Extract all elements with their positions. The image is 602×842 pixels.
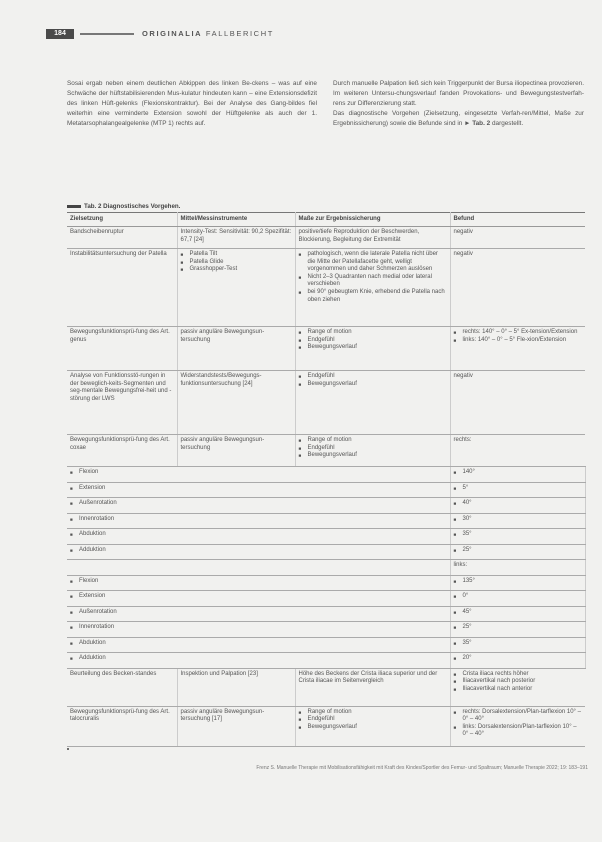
table-cell: Widerstandstests/Bewegungs-funktionsuntersuchung [24] <box>177 371 295 435</box>
page-header <box>30 29 580 41</box>
list-item: ■ Range of motion <box>299 437 447 445</box>
motion-row <box>67 653 585 669</box>
table-cell <box>67 529 450 545</box>
list-item: ■ 5° <box>454 485 582 493</box>
list-item: ■ Flexion <box>70 578 447 586</box>
table-cell <box>450 482 585 498</box>
list-item: ■ Iliacavertikal nach anterior <box>454 686 583 694</box>
table-cell <box>177 249 295 327</box>
list-item: ■ Endgefühl <box>299 716 447 724</box>
column-header: Befund <box>450 213 585 227</box>
table-cell <box>67 606 450 622</box>
list-item: ■ Abduktion <box>70 531 447 539</box>
table-cell <box>295 435 450 467</box>
list-item: ■ 45° <box>454 609 582 617</box>
table-cell <box>67 637 450 653</box>
table-cell <box>67 482 450 498</box>
list-item: ■ bei 90° gebeugtem Knie, erhebend die Patella nach oben ziehen <box>299 289 447 304</box>
table-cell <box>450 706 585 746</box>
list-item: ■ Extension <box>70 485 447 493</box>
column-header: Mittel/Messinstrumente <box>177 213 295 227</box>
diagnostic-table <box>67 212 586 747</box>
table-cell <box>450 653 585 669</box>
table-cell: rechts: <box>450 435 585 467</box>
list-item: ■ 30° <box>454 516 582 524</box>
body-column-right <box>333 79 584 129</box>
table-cell: negativ <box>450 249 585 327</box>
table-cell: Instabilitätsuntersuchung der Patella <box>67 249 177 327</box>
table-reference-link[interactable]: ► Tab. 2 <box>464 120 491 127</box>
table-row <box>67 327 585 371</box>
table-cell: Intensity-Test: Sensitivität: 90,2 Spezifität: 67,7 [24] <box>177 227 295 249</box>
table-cell <box>450 513 585 529</box>
column-header: Zielsetzung <box>67 213 177 227</box>
motion-row <box>67 513 585 529</box>
motion-row <box>67 544 585 560</box>
list-item: ■ 135° <box>454 578 582 586</box>
table-row <box>67 227 585 249</box>
table-cell <box>450 606 585 622</box>
list-item: ■ 25° <box>454 624 582 632</box>
table-cell: passiv anguläre Bewegungsun-tersuchung <box>177 435 295 467</box>
table-cell <box>67 560 450 576</box>
table-cell <box>67 591 450 607</box>
motion-row <box>67 591 585 607</box>
list-item: ■ Bewegungsverlauf <box>299 724 447 732</box>
list-item: ■ Abduktion <box>70 640 447 648</box>
list-item: ■ Bewegungsverlauf <box>299 381 447 389</box>
text-run: Das diagnostische Vorgehen (Zielsetzung, eingesetzte Verfah-ren/Mittel, Maße zur Ergebnissicherung) sowie die Befunde sind in <box>333 110 584 127</box>
motion-row <box>67 529 585 545</box>
table-cell <box>67 513 450 529</box>
list-item: ■ 25° <box>454 547 582 555</box>
table-row <box>67 706 585 746</box>
body-column-left <box>67 79 317 129</box>
table-row <box>67 371 585 435</box>
table-cell <box>450 529 585 545</box>
table-cell: Höhe des Beckens der Crista iliaca superior und der Crista iliacae im Seitenvergleich <box>295 668 450 706</box>
table-cell: Bewegungsfunktionsprü-fung des Art. talocruralis <box>67 706 177 746</box>
list-item: ■ rechts: 140° – 0° – 5° Ex-tension/Extension <box>454 329 583 337</box>
list-item: ■ Patella Tilt <box>181 251 292 259</box>
page-number: 184 <box>46 29 74 39</box>
list-item: ■ Endgefühl <box>299 373 447 381</box>
table-cell <box>450 591 585 607</box>
list-item: ■ links: 140° – 0° – 5° Fle-xion/Extension <box>454 337 583 345</box>
motion-row <box>67 622 585 638</box>
list-item: ■ Adduktion <box>70 655 447 663</box>
table-cell: passiv anguläre Bewegungsun-tersuchung [17] <box>177 706 295 746</box>
table-cell <box>67 575 450 591</box>
motion-row <box>67 637 585 653</box>
table-cell: negativ <box>450 227 585 249</box>
list-item: ■ Endgefühl <box>299 445 447 453</box>
text-run: dargestellt. <box>490 120 524 127</box>
list-item: ■ Iliacavertikal nach posterior <box>454 678 583 686</box>
list-item: ■ Innenrotation <box>70 624 447 632</box>
table-cell <box>450 467 585 483</box>
table-cell <box>67 653 450 669</box>
section-label: ORIGINALIA <box>142 29 203 38</box>
list-item: ■ Bewegungsverlauf <box>299 344 447 352</box>
list-item: ■ Range of motion <box>299 709 447 717</box>
table-cell: Analyse von Funktionsstö-rungen in der beweglich-keits-Segmenten und seg-mentale Bewegungsfrei-heit und -störung der LWS <box>67 371 177 435</box>
body-paragraph: Sosai ergab neben einem deutlichen Abkippen des linken Be-ckens – was auf eine Schwäche der hüftstabilisierenden Mus-kulatur hindeuten kann – eine Extensionsdefizit des linken Hüft-gelenks (Flexionskontraktur). Bei der Analyse des Gang-bildes fiel weiterhin eine verminderte Extension sowohl der Hüftgelenke als auch der 1. Metatarsophalangealgelenke (MTP 1) rechts auf. <box>67 80 317 127</box>
table-cell <box>295 706 450 746</box>
table-cell <box>450 637 585 653</box>
list-item: ■ 140° <box>454 469 582 477</box>
table-row <box>67 435 585 467</box>
caption-marker <box>67 205 81 208</box>
table-cell: passiv anguläre Bewegungsun-tersuchung <box>177 327 295 371</box>
table-cell: Bewegungsfunktionsprü-fung des Art. genus <box>67 327 177 371</box>
motion-row <box>67 482 585 498</box>
motion-row <box>67 606 585 622</box>
body-paragraph <box>333 109 584 129</box>
page-bullet-dot <box>67 748 69 750</box>
table-cell: Bandscheibenruptur <box>67 227 177 249</box>
subsection-label: FALLBERICHT <box>205 29 274 38</box>
header-rule <box>80 33 134 35</box>
table-cell: links: <box>450 560 585 576</box>
list-item: ■ 0° <box>454 593 582 601</box>
table-cell <box>450 544 585 560</box>
list-item: ■ 20° <box>454 655 582 663</box>
list-item: ■ Flexion <box>70 469 447 477</box>
table-cell <box>67 467 450 483</box>
table-cell: Inspektion und Palpation [23] <box>177 668 295 706</box>
list-item: ■ Adduktion <box>70 547 447 555</box>
table-cell <box>450 668 585 706</box>
table-cell: Beurteilung des Becken-standes <box>67 668 177 706</box>
body-paragraph: Durch manuelle Palpation ließ sich kein Triggerpunkt der Bursa iliopectinea provozieren. Im weiteren Untersu-chungsverlauf fanden Provokations- und Bewegungstestverfah-rens zur Differenzierung statt. <box>333 80 584 107</box>
table-cell: positive/tiefe Reproduktion der Beschwerden, Blockierung, Begleitung der Extremität <box>295 227 450 249</box>
section-title <box>142 29 274 39</box>
table-cell <box>295 371 450 435</box>
table-cell <box>295 249 450 327</box>
list-item: ■ Außenrotation <box>70 609 447 617</box>
list-item: ■ Range of motion <box>299 329 447 337</box>
list-item: ■ pathologisch, wenn die laterale Patella nicht über die Mitte der Patellafacette geht, welligt vorgenommen und daher Schmerzen auslösen <box>299 251 447 274</box>
table-cell <box>67 498 450 514</box>
list-item: ■ 40° <box>454 500 582 508</box>
table-row <box>67 668 585 706</box>
list-item: ■ links: Dorsalextension/Plan-tarflexion 10° – 0° – 40° <box>454 724 583 739</box>
table-cell <box>450 327 585 371</box>
list-item: ■ Patella Glide <box>181 259 292 267</box>
table-cell <box>67 622 450 638</box>
motion-row <box>67 575 585 591</box>
list-item: ■ Innenrotation <box>70 516 447 524</box>
table-cell <box>450 575 585 591</box>
table-cell <box>450 498 585 514</box>
motion-row <box>67 560 585 576</box>
table-cell <box>295 327 450 371</box>
table-cell: Bewegungsfunktionsprü-fung des Art. coxae <box>67 435 177 467</box>
list-item: ■ 35° <box>454 640 582 648</box>
list-item: ■ Crista iliaca rechts höher <box>454 671 583 679</box>
table-row <box>67 249 585 327</box>
table-cell: negativ <box>450 371 585 435</box>
list-item: ■ Extension <box>70 593 447 601</box>
motion-row <box>67 498 585 514</box>
list-item: ■ Außenrotation <box>70 500 447 508</box>
list-item: ■ Endgefühl <box>299 337 447 345</box>
motion-row <box>67 467 585 483</box>
page-footer: Frenz S. Manuelle Therapie mit Mobilisationsfähigkeit mit Kraft des Kindes/Sportler des Femur- und Spaltraum; Manuelle Therapie 2022; 19: 183–191 <box>256 765 588 771</box>
list-item: ■ rechts: Dorsalextension/Plan-tarflexion 10° – 0° – 40° <box>454 709 583 724</box>
list-item: ■ Nicht 2–3 Quadranten nach medial oder lateral verschieben <box>299 274 447 289</box>
table-cell <box>67 544 450 560</box>
table-caption <box>67 202 180 211</box>
table-caption-text: Tab. 2 Diagnostisches Vorgehen. <box>84 203 181 210</box>
table-header-row <box>67 213 585 227</box>
list-item: ■ Grasshopper-Test <box>181 266 292 274</box>
table-cell <box>450 622 585 638</box>
list-item: ■ Bewegungsverlauf <box>299 452 447 460</box>
column-header: Maße zur Ergebnissicherung <box>295 213 450 227</box>
list-item: ■ 35° <box>454 531 582 539</box>
